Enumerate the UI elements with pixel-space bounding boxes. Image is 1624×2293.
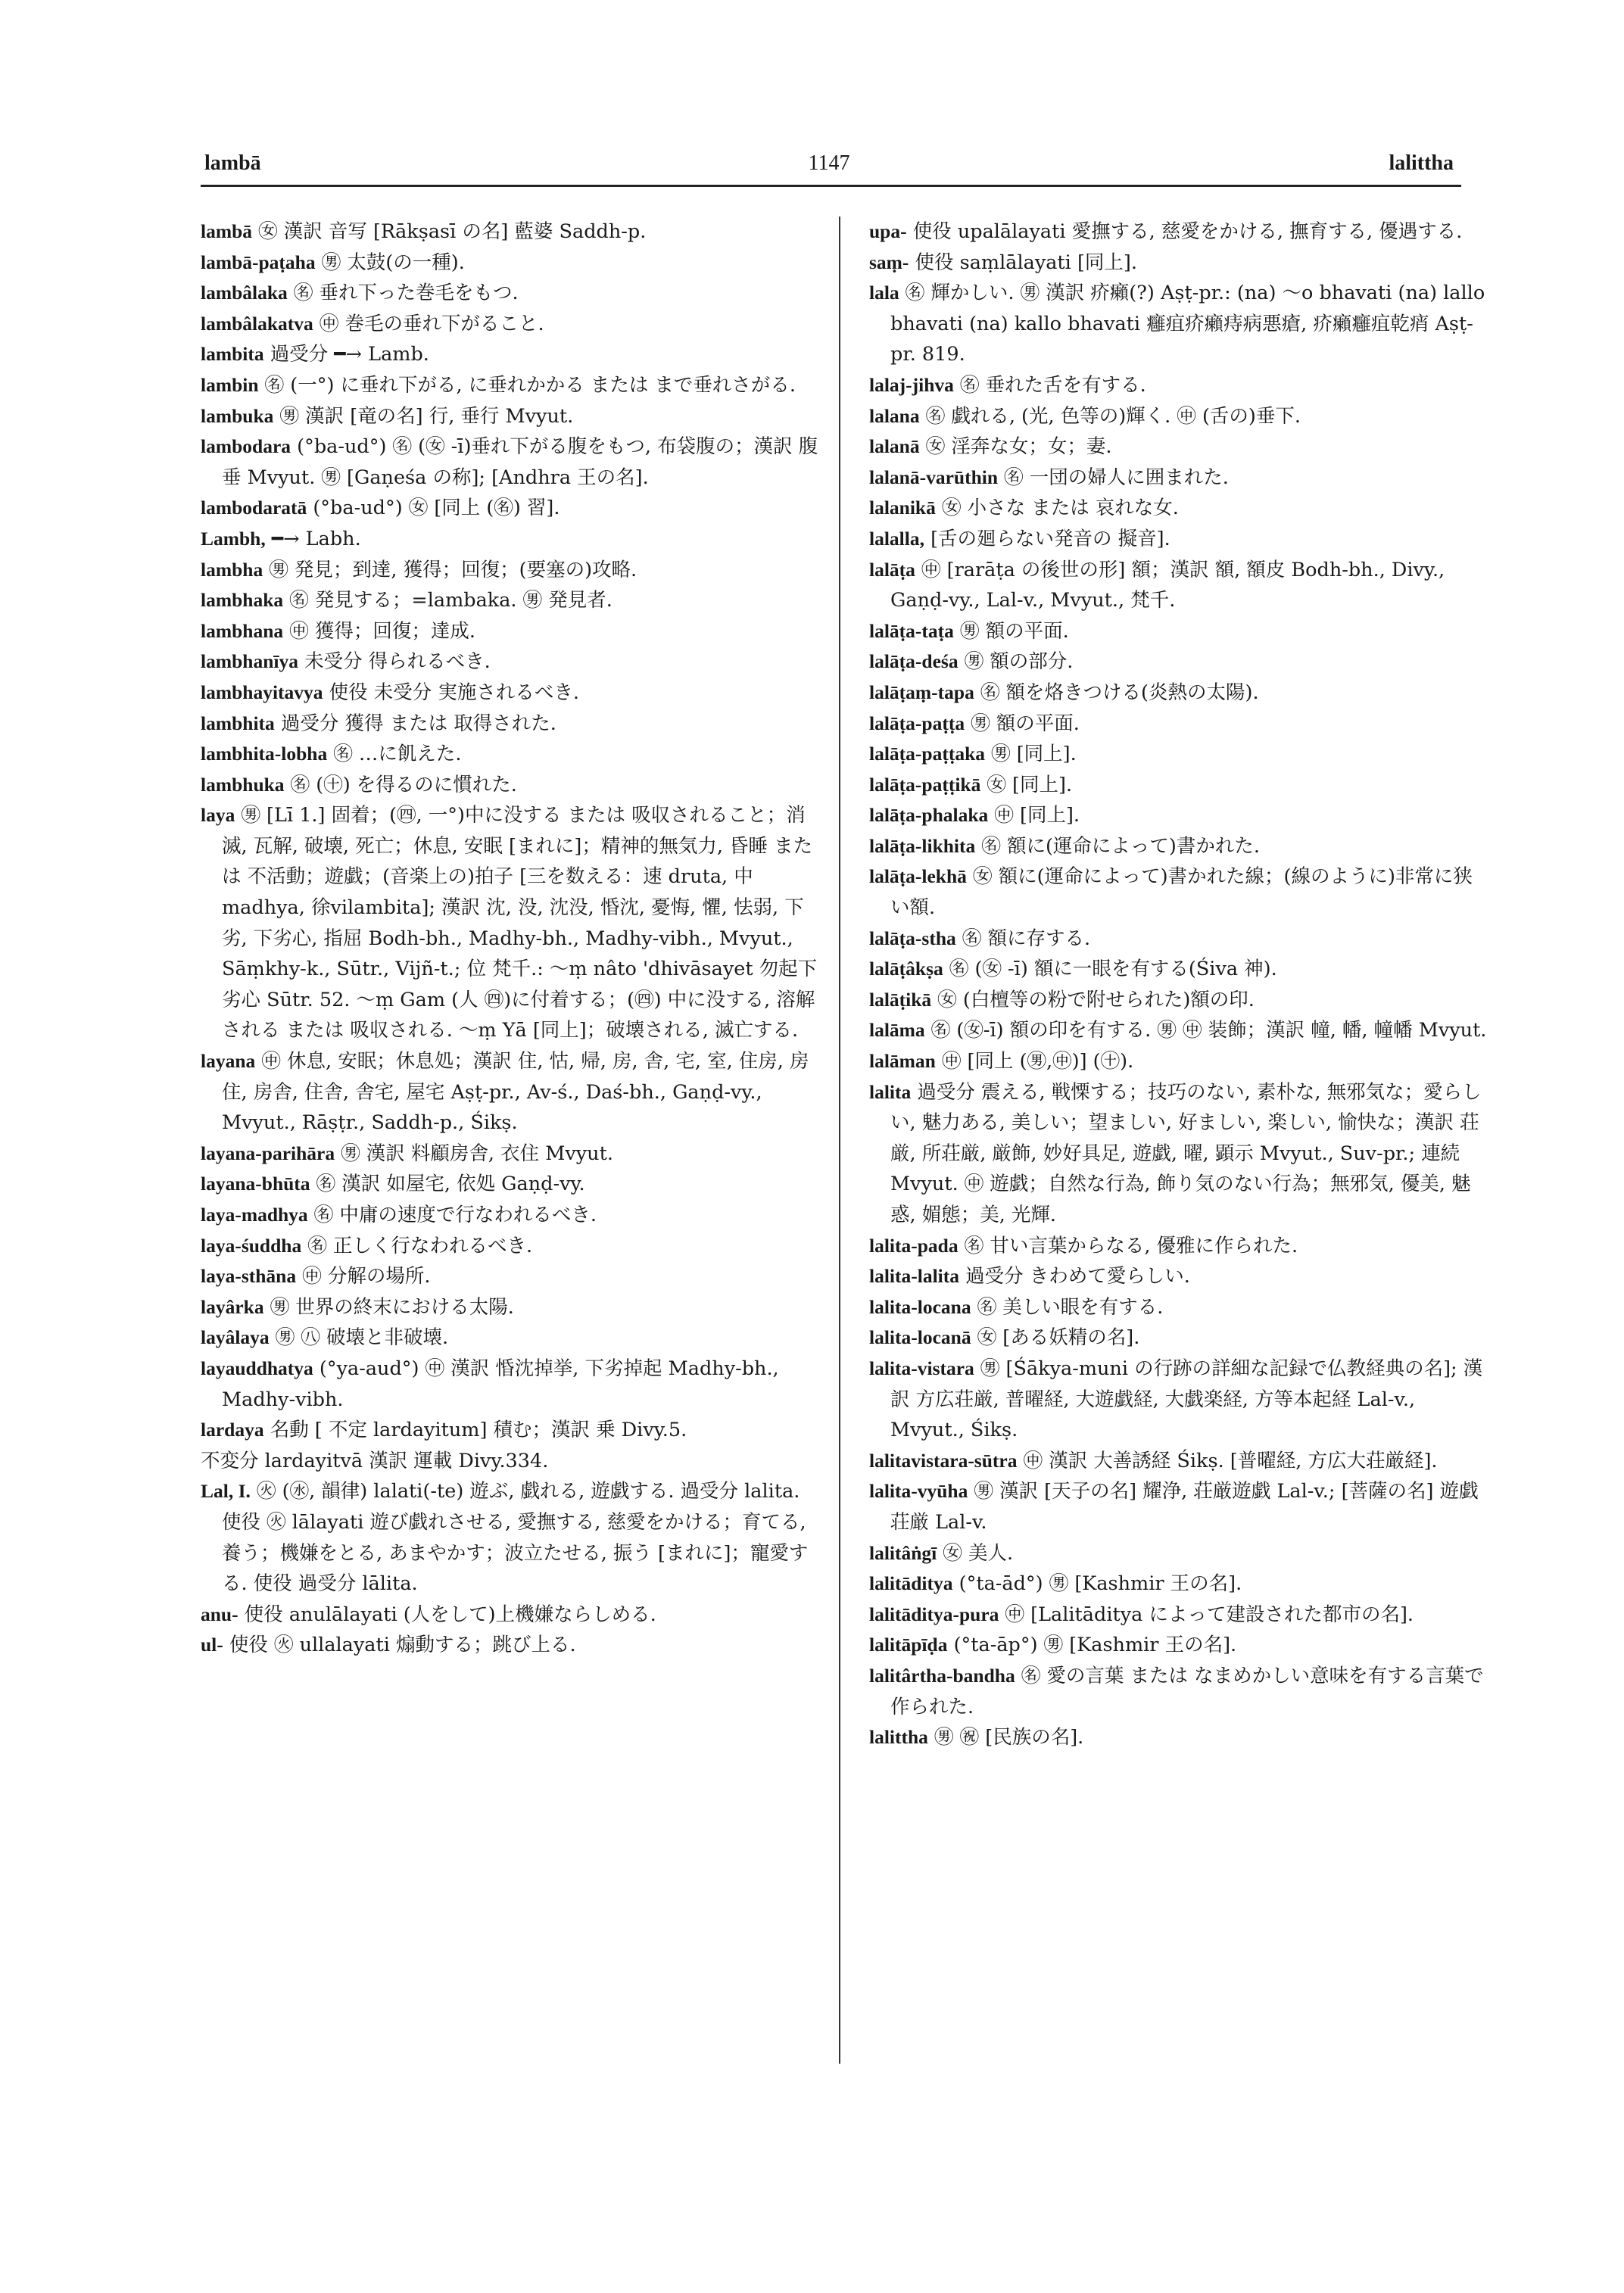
header-rule (201, 185, 1461, 187)
entry-definition: ㊔ …に飢えた. (333, 743, 462, 766)
entry-definition: ㊛ 美人. (943, 1541, 1014, 1565)
entry-headword: lalitârtha-bandha (869, 1664, 1015, 1687)
entry-definition: ㊥ 分解の場所. (302, 1265, 431, 1288)
dictionary-entry (869, 1569, 1490, 1600)
entry-definition: ㊔ 垂れ下った巻毛をもつ. (293, 282, 519, 305)
entry-headword: lambhayitavya (201, 681, 323, 703)
entry-headword: lalāman (869, 1050, 936, 1073)
entry-headword: lambhanīya (201, 650, 298, 673)
entry-definition: ㊔ 中庸の速度で行なわれるべき. (313, 1204, 597, 1226)
entry-headword: lalita-lalita (869, 1265, 959, 1288)
entry-definition: (°ya-aud°) ㊥ 漢訳 惛沈掉挙, 下劣掉起 Madhy-bh., Madhy-vibh. (222, 1357, 779, 1411)
entry-headword: lambodaratā (201, 497, 307, 519)
dictionary-entry (869, 493, 1490, 524)
entry-headword: lalita-vistara (869, 1357, 974, 1379)
dictionary-entry (869, 401, 1490, 432)
entry-headword: lalāṭa-paṭṭikā (869, 773, 981, 796)
entry-definition: 過受分 きわめて愛らしい. (965, 1265, 1190, 1288)
entry-definition: ㊛ 額に(運命によって)書かれた線；(線のように)非常に狭い額. (890, 865, 1473, 920)
entry-headword: lambâlakatva (201, 312, 313, 335)
entry-definition: ㊚ [Śākya-muni の行跡の詳細な記録で仏教経典の名]; 漢訳 方広荘厳, 普曜経, 大遊戯経, 大戯楽経, 方等本起経 Lal-v., Mvyut., Śikṣ. (890, 1357, 1483, 1442)
entry-definition: ㊛ (白檀等の粉で附せられた)額の印. (937, 988, 1255, 1011)
entry-headword: lalalla, (869, 527, 924, 550)
dictionary-entry (201, 278, 821, 309)
dictionary-entry (869, 1630, 1490, 1661)
entry-definition: ㊛ 小さな または 哀れな女. (941, 497, 1179, 520)
entry-definition: ㊚ 発見；到達, 獲得；回復；(要塞の)攻略. (269, 558, 637, 581)
entry-definition: ㊚ 漢訳 料顧房舎, 衣住 Mvyut. (341, 1142, 613, 1165)
entry-definition: ㊔ 美しい眼を有する. (977, 1295, 1164, 1319)
entry-definition: ㊔ 甘い言葉からなる, 優雅に作られた. (964, 1234, 1298, 1257)
entry-headword: layâlaya (201, 1326, 270, 1349)
entry-definition: ㊔ 垂れた舌を有する. (960, 373, 1146, 397)
dictionary-entry (869, 1538, 1490, 1569)
dictionary-entry (201, 1261, 821, 1292)
entry-headword: lalita (869, 1080, 912, 1103)
entry-definition: ㊥ 巻毛の垂れ下がること. (319, 312, 544, 335)
dictionary-entry (869, 524, 1490, 555)
entry-headword: lambhaka (201, 589, 284, 612)
entry-definition: ㊔ (㊛-ī) 額の印を有する. ㊚ ㊥ 装飾；漢訳 幢, 幡, 幢幡 Mvyut. (930, 1019, 1487, 1042)
dictionary-entry (869, 1323, 1490, 1354)
entry-definition: ㊔ 発見する；=lambaka. ㊚ 発見者. (289, 589, 613, 612)
entry-headword: lalanikā (869, 497, 936, 519)
entry-definition: 過受分 ━→ Lamb. (270, 343, 429, 366)
entry-headword: lalāma (869, 1019, 925, 1042)
dictionary-entry (201, 1446, 821, 1477)
entry-definition: (°ba-ud°) ㊛ [同上 (㊔) 習]. (313, 497, 560, 520)
entry-definition: ㊛ 淫奔な女；女；妻. (925, 435, 1112, 459)
entry-headword: ul- (201, 1634, 223, 1656)
dictionary-entry (201, 1323, 821, 1354)
dictionary-entry (201, 1046, 821, 1139)
entry-headword: anu- (201, 1603, 238, 1625)
entry-definition: ㊔ 漢訳 如屋宅, 依処 Gaṇḍ-vy. (316, 1173, 585, 1196)
dictionary-entry (201, 431, 821, 493)
header-left-guideword: lambā (204, 151, 261, 175)
entry-headword: saṃ- (869, 251, 909, 273)
dictionary-entry (201, 1630, 821, 1661)
dictionary-entry (201, 585, 821, 616)
entry-headword: lambā-paṭaha (201, 251, 316, 273)
entry-definition: ㊔ 戯れる, (光, 色等の)輝く. ㊥ (舌の)垂下. (925, 404, 1301, 428)
entry-headword: lalāṭikā (869, 988, 932, 1011)
entry-headword: lalaj-jihva (869, 373, 954, 396)
dictionary-entry (869, 1231, 1490, 1262)
entry-headword: laya-śuddha (201, 1234, 302, 1257)
entry-definition: 使役 ㊋ ullalayati 煽動する；跳び上る. (229, 1634, 576, 1657)
dictionary-entry (201, 616, 821, 647)
entry-headword: layana-bhūta (201, 1173, 310, 1195)
column-divider (839, 217, 840, 2064)
dictionary-entry (869, 646, 1490, 678)
entry-headword: lalittha (869, 1726, 928, 1749)
entry-headword: lala (869, 282, 899, 304)
entry-headword: lalanā (869, 435, 920, 458)
entry-definition: ㊋ (㊌, 韻律) lalati(-te) 遊ぶ, 戯れる, 遊戯する. 過受分 lalita. 使役 ㊋ lālayati 遊び戯れさせる, 愛撫する, 慈愛をかける；育てる, 養う；機嫌をとる, あまやかす；波立たせる, 振う [まれに]；寵愛する. 使役 過受分 lālita. (222, 1480, 809, 1596)
entry-definition: 過受分 震える, 戦慄する；技巧のない, 素朴な, 無邪気な；愛らしい, 魅力ある, 美しい；望ましい, 好ましい, 楽しい, 愉快な；漢訳 荘厳, 所荘厳, 厳飾, 妙好具足, 遊戯, 曜, 顕示 Mvyut., Suv-pr.; 連続 Mvyut. ㊥ 遊戯；自然な行為, 飾り気のない行為；無邪気, 優美, 魅惑, 媚態；美, 光輝. (890, 1080, 1482, 1226)
entry-headword: lalāṭa-paṭṭa (869, 712, 965, 734)
entry-definition: ㊥ 獲得；回復；達成. (289, 619, 475, 643)
entry-definition: ㊚ [同上]. (991, 743, 1077, 766)
dictionary-entry (869, 555, 1490, 616)
entry-definition: ㊔ 一団の婦人に囲まれた. (1004, 466, 1229, 489)
entry-headword: lalitāditya-pura (869, 1603, 999, 1625)
entry-definition: 使役 anulālayati (人をして)上機嫌ならしめる. (244, 1603, 656, 1626)
entry-headword: lambhita (201, 712, 275, 734)
dictionary-entry (869, 616, 1490, 647)
entry-headword: lambâlaka (201, 282, 288, 304)
dictionary-entry (869, 1292, 1490, 1323)
dictionary-entry (201, 739, 821, 770)
dictionary-entry (869, 924, 1490, 955)
entry-definition: ㊔ 額に存する. (962, 927, 1091, 950)
right-column (869, 217, 1490, 1753)
entry-definition: ㊥ [Lalitāditya によって建設された都市の名]. (1005, 1603, 1414, 1626)
page-header (204, 151, 1454, 185)
dictionary-entry (201, 524, 821, 555)
entry-headword: laya-sthāna (201, 1265, 297, 1288)
entry-headword: lambhita-lobha (201, 743, 328, 765)
entry-headword: lalāṭaṃ-tapa (869, 681, 974, 703)
entry-definition: ㊔ (㊉) を得るのに慣れた. (290, 773, 517, 796)
dictionary-entry (869, 463, 1490, 494)
entry-headword: lambhana (201, 619, 284, 642)
dictionary-entry (869, 831, 1490, 862)
entry-definition: ㊥ [同上]. (994, 804, 1080, 827)
dictionary-entry (869, 1077, 1490, 1231)
dictionary-entry (201, 678, 821, 709)
dictionary-entry (201, 1292, 821, 1323)
entry-headword: lambita (201, 343, 264, 366)
entry-headword: layana-parihāra (201, 1142, 335, 1164)
entry-headword: layârka (201, 1295, 264, 1318)
entry-definition: [舌の廻らない発音の 擬音]. (930, 527, 1170, 550)
dictionary-entry (201, 493, 821, 524)
dictionary-entry (869, 370, 1490, 401)
dictionary-entry (201, 800, 821, 1046)
dictionary-entry (869, 739, 1490, 770)
entry-headword: lambodara (201, 435, 291, 458)
entry-headword: lalitāpīḍa (869, 1634, 948, 1656)
dictionary-entry (869, 709, 1490, 740)
entry-definition: ㊚ 額の平面. (960, 619, 1069, 643)
entry-headword: Lambh, (201, 527, 266, 550)
dictionary-entry (869, 1722, 1490, 1753)
dictionary-entry (201, 1600, 821, 1631)
entry-definition: ㊔ 輝かしい. ㊚ 漢訳 疥癩(?) Aṣṭ-pr.: (na) ～o bhavati (na) lallo bhavati (na) kallo bhavati 癰疽疥癩痔病悪瘡, 疥癩癰疽乾痟 Aṣṭ-pr. 819. (890, 282, 1485, 366)
dictionary-entry (201, 309, 821, 340)
entry-definition: 過受分 獲得 または 取得された. (280, 712, 556, 735)
dictionary-entry (869, 431, 1490, 463)
dictionary-entry (869, 954, 1490, 985)
entry-headword: lalāṭa-taṭa (869, 619, 954, 642)
dictionary-entry (201, 1169, 821, 1200)
dictionary-entry (201, 1415, 821, 1446)
entry-headword: lalita-locana (869, 1295, 971, 1318)
dictionary-entry (201, 248, 821, 279)
dictionary-entry (201, 646, 821, 678)
dictionary-entry (201, 1200, 821, 1231)
entry-definition: ㊚ 太鼓(の一種). (321, 251, 465, 274)
dictionary-entry (869, 1446, 1490, 1477)
dictionary-entry (869, 985, 1490, 1016)
dictionary-entry (201, 770, 821, 801)
dictionary-entry (201, 709, 821, 740)
entry-definition: ㊛ [同上]. (987, 773, 1073, 796)
entry-headword: lalitavistara-sūtra (869, 1449, 1018, 1472)
entry-headword: lalāṭa-stha (869, 927, 956, 949)
dictionary-entry (201, 1354, 821, 1415)
dictionary-entry (869, 1600, 1490, 1631)
entry-definition: ㊥ 漢訳 大善誘経 Śikṣ. [普曜経, 方広大荘厳経]. (1023, 1449, 1438, 1472)
entry-headword: lalāṭa-deśa (869, 650, 959, 673)
left-column (201, 217, 821, 1661)
entry-headword: lardaya (201, 1419, 264, 1441)
entry-definition: ㊛ 漢訳 音写 [Rākṣasī の名] 藍婆 Saddh-p. (258, 220, 647, 243)
entry-headword: lalita-pada (869, 1234, 959, 1257)
entry-definition: ㊔ 愛の言葉 または なまめかしい意味を有する言葉で作られた. (890, 1664, 1484, 1718)
entry-headword: lalāṭa-phalaka (869, 804, 989, 827)
entry-headword: laya-madhya (201, 1204, 308, 1226)
dictionary-entry (869, 278, 1490, 370)
entry-definition: (°ta-ād°) ㊚ [Kashmir 王の名]. (959, 1572, 1242, 1596)
dictionary-entry (869, 1261, 1490, 1292)
dictionary-entry (869, 800, 1490, 831)
entry-headword: lalāṭâkṣa (869, 958, 943, 980)
entry-headword: lambin (201, 373, 259, 396)
dictionary-entry (201, 555, 821, 586)
entry-headword: lalitāditya (869, 1572, 953, 1595)
entry-definition: 使役 saṃlālayati [同上]. (915, 251, 1137, 274)
entry-definition: 使役 upalālayati 愛撫する, 慈愛をかける, 撫育する, 優遇する. (912, 220, 1463, 243)
entry-definition: ㊚ ㊇ 破壊と非破壊. (275, 1326, 449, 1350)
dictionary-entry (201, 339, 821, 370)
entry-definition: ㊚ [Lī 1.] 固着；(㊃, 一°)中に没する または 吸収されること；消滅, 瓦解, 破壊, 死亡；休息, 安眠 [まれに]；精神的無気力, 昏睡 または 不活動；遊戯；(音楽上の)拍子 [三を数える：速 druta, 中 madhya, 徐vilambita]; 漢訳 沈, 没, 沈没, 惛沈, 憂悔, 懼, 怯弱, 下劣, 下劣心, 指屈 Bodh-bh., Madhy-bh., Madhy-vibh., Mvyut., Sāṃkhy-k., Sūtr., Vijñ-t.; 位 梵千.: ～ṃ nâto 'dhivāsayet 勿起下劣心 Sūtr. 52. ～ṃ Gam (人 ㊃)に付着する；(㊃) 中に没する, 溶解される または 吸収される. ～ṃ Yā [同上]；破壊される, 滅亡する. (222, 804, 818, 1042)
entry-definition: ㊚ 額の部分. (964, 650, 1074, 674)
entry-definition: 名動 [ 不定 lardayitum] 積む；漢訳 乗 Divy.5. (270, 1419, 687, 1442)
dictionary-entry (201, 1231, 821, 1262)
entry-definition: (°ba-ud°) ㊔ (㊛ -ī)垂れ下がる腹をもつ, 布袋腹の；漢訳 腹垂 Mvyut. ㊚ [Gaṇeśa の称]; [Andhra 王の名]. (222, 435, 818, 489)
entry-definition: ㊥ 休息, 安眠；休息処；漢訳 住, 怙, 帰, 房, 舎, 宅, 室, 住房, 房住, 房舎, 住舎, 舎宅, 屋宅 Aṣṭ-pr., Av-ś., Daś-bh., Gaṇḍ-vy., Mvyut., Rāṣṭr., Saddh-p., Śikṣ. (222, 1050, 809, 1135)
entry-headword: lalāṭa (869, 558, 915, 581)
entry-headword: lalitâṅgī (869, 1541, 937, 1564)
entry-headword: lalita-locanā (869, 1326, 971, 1349)
entry-definition: 使役 未受分 実施されるべき. (329, 681, 579, 704)
entry-headword: lalana (869, 404, 920, 427)
dictionary-entry (869, 1354, 1490, 1446)
header-right-guideword: lalittha (1389, 151, 1454, 175)
entry-headword: lalāṭa-likhita (869, 834, 976, 857)
dictionary-entry (869, 1015, 1490, 1046)
entry-definition: ㊚ 漢訳 [竜の名] 行, 垂行 Mvyut. (279, 404, 574, 428)
dictionary-entry (201, 1476, 821, 1599)
dictionary-entry (869, 248, 1490, 279)
entry-definition: ㊚ 世界の終末における太陽. (270, 1295, 514, 1319)
entry-headword: lambha (201, 558, 263, 581)
entry-definition: ㊔ (一°) に垂れ下がる, に垂れかかる または まで垂れさがる. (264, 373, 796, 397)
entry-definition: ㊛ [ある妖精の名]. (977, 1326, 1140, 1350)
dictionary-entry (869, 678, 1490, 709)
entry-definition: ━→ Labh. (271, 527, 361, 550)
entry-headword: lambuka (201, 404, 274, 427)
entry-definition: ㊥ [同上 (㊚,㊥)] (㊉). (941, 1050, 1134, 1073)
dictionary-entry (201, 401, 821, 432)
entry-headword: lambhuka (201, 773, 285, 796)
dictionary-entry (869, 1476, 1490, 1537)
entry-definition: ㊚ 漢訳 [天子の名] 耀浄, 荘厳遊戯 Lal-v.; [菩薩の名] 遊戯荘厳 Lal-v. (890, 1480, 1479, 1534)
dictionary-entry (869, 1046, 1490, 1077)
dictionary-entry (201, 217, 821, 248)
entry-headword: upa- (869, 220, 907, 242)
entry-definition: ㊔ (㊛ -ī) 額に一眼を有する(Śiva 神). (949, 958, 1277, 981)
entry-headword: layauddhatya (201, 1357, 313, 1379)
entry-definition: 不変分 lardayitvā 漢訳 運載 Divy.334. (201, 1449, 549, 1472)
entry-headword: laya (201, 804, 235, 827)
entry-headword: lambā (201, 220, 253, 242)
entry-definition: ㊔ 正しく行なわれるべき. (307, 1234, 533, 1257)
entry-headword: lalanā-varūthin (869, 466, 999, 488)
entry-headword: lalāṭa-paṭṭaka (869, 743, 985, 765)
entry-definition: ㊥ [rarāṭa の後世の形] 額；漢訳 額, 額皮 Bodh-bh., Divy., Gaṇḍ-vy., Lal-v., Mvyut., 梵千. (890, 558, 1445, 612)
dictionary-entry (869, 770, 1490, 801)
entry-headword: layana (201, 1050, 256, 1073)
dictionary-entry (869, 1661, 1490, 1722)
entry-definition: ㊚ 額の平面. (971, 712, 1080, 735)
entry-definition: (°ta-āp°) ㊚ [Kashmir 王の名]. (953, 1634, 1237, 1657)
dictionary-entry (201, 370, 821, 401)
dictionary-entry (201, 1139, 821, 1170)
dictionary-entry (869, 217, 1490, 248)
dictionary-entry (869, 861, 1490, 923)
entry-definition: ㊔ 額を烙きつける(炎熱の太陽). (980, 681, 1259, 704)
entry-headword: Lal, I. (201, 1480, 251, 1503)
entry-definition: 未受分 得られるべき. (304, 650, 491, 674)
page-number: 1147 (808, 151, 850, 175)
entry-headword: lalāṭa-lekhā (869, 865, 967, 888)
entry-headword: lalita-vyūha (869, 1480, 968, 1503)
entry-definition: ㊚ ㊗ [民族の名]. (934, 1726, 1084, 1749)
entry-definition: ㊔ 額に(運命によって)書かれた. (981, 834, 1260, 858)
